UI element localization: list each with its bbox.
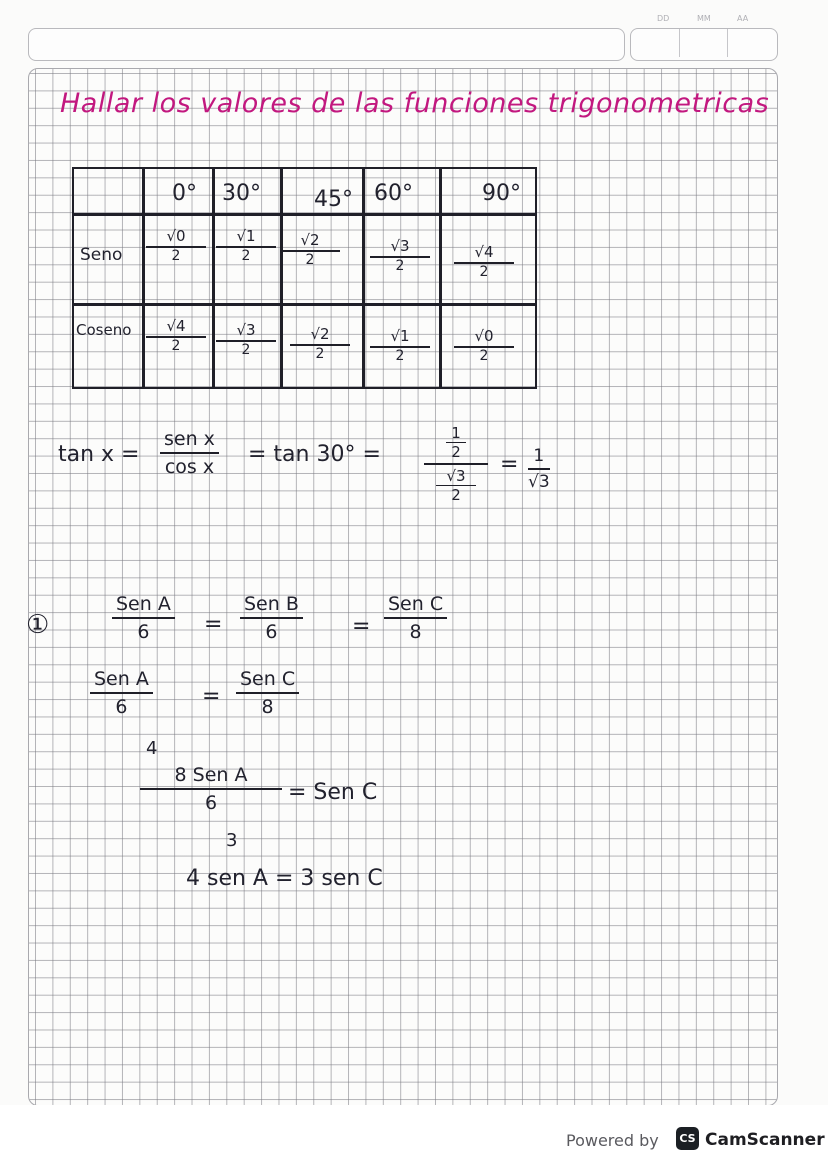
cell-num: √2: [290, 325, 350, 346]
sin-cell: [280, 231, 340, 268]
tan-ratio: [160, 428, 219, 478]
tan-outer-num-bottom: 2: [451, 443, 461, 461]
header-date-box: [630, 28, 778, 61]
cos-cell: [146, 317, 206, 354]
term-den: 6: [137, 621, 150, 643]
cell-den: 2: [395, 258, 405, 274]
cell-den: 2: [479, 264, 489, 280]
cell-den: 2: [315, 346, 325, 362]
table-col-line: [439, 169, 442, 387]
tan-middle: = tan 30° =: [248, 442, 381, 467]
term-num: Sen B: [240, 593, 303, 619]
tan-ratio-num: sen x: [160, 428, 219, 454]
cancel-bottom-value: 3: [226, 830, 238, 851]
table-col-line: [362, 169, 365, 387]
cell-num: √1: [216, 227, 276, 248]
cell-num: √0: [454, 327, 514, 348]
page-title: Hallar los valores de las funciones trigonometricas: [60, 88, 770, 119]
reduced-term: [236, 668, 299, 718]
term-num: Sen C: [236, 668, 299, 694]
term-den: 6: [115, 696, 128, 718]
cell-num: √4: [146, 317, 206, 338]
cell-num: √4: [454, 243, 514, 264]
angle-header-60: 60°: [374, 181, 413, 206]
cos-cell: [216, 321, 276, 358]
cell-num: √0: [146, 227, 206, 248]
problem-marker: ①: [26, 610, 50, 640]
cell-den: 2: [479, 348, 489, 364]
table-row-line: [74, 303, 535, 306]
header-name-box: [28, 28, 625, 61]
sin-cell: [370, 237, 430, 274]
cancel-top-value: 4: [146, 738, 158, 759]
angle-header-90: 90°: [482, 181, 521, 206]
cell-den: 2: [171, 248, 181, 264]
line3-rhs: = Sen C: [288, 780, 378, 805]
term-den: 8: [409, 621, 422, 643]
term-num: Sen A: [90, 668, 153, 694]
term-den: 6: [265, 621, 278, 643]
date-divider: [727, 29, 728, 57]
date-label-year: AA: [737, 14, 749, 23]
cell-num: √3: [370, 237, 430, 258]
tan-equals: =: [500, 452, 519, 477]
term-num: Sen A: [112, 593, 175, 619]
sin-cell: [454, 243, 514, 280]
term-num: 8 Sen A: [140, 764, 282, 790]
law-of-sines-term: [384, 593, 447, 643]
term-den: 6: [204, 792, 218, 814]
table-col-line: [212, 169, 215, 387]
date-label-day: DD: [657, 14, 670, 23]
cell-den: 2: [241, 248, 251, 264]
equals-sign: =: [204, 612, 223, 637]
date-label-month: MM: [697, 14, 711, 23]
equals-sign: =: [352, 614, 371, 639]
tan-outer-den-top: √3: [436, 467, 476, 486]
reduced-term: [90, 668, 153, 718]
footer: [0, 1105, 828, 1171]
angle-header-0: 0°: [172, 181, 197, 206]
tan-outer-den: [424, 465, 488, 504]
table-col-line: [280, 169, 283, 387]
table-col-line: [142, 169, 145, 387]
date-divider: [679, 29, 680, 57]
angle-header-45: 45°: [314, 187, 353, 212]
row-label-coseno: Coseno: [76, 321, 132, 339]
cos-cell: [454, 327, 514, 364]
sin-cell: [146, 227, 206, 264]
tan-outer-den-bottom: 2: [451, 486, 461, 504]
cell-num: √1: [370, 327, 430, 348]
powered-by-text: Powered by: [566, 1131, 659, 1150]
sin-cell: [216, 227, 276, 264]
cos-cell: [290, 325, 350, 362]
cell-num: √3: [216, 321, 276, 342]
table-row-line: [74, 213, 535, 216]
term-den: 8: [261, 696, 274, 718]
camscanner-name: CamScanner: [705, 1130, 825, 1150]
cell-den: 2: [241, 342, 251, 358]
tan-result-den: √3: [528, 472, 550, 492]
tan-ratio-den: cos x: [164, 456, 215, 478]
cell-num: √2: [280, 231, 340, 252]
tan-complex-frac: [424, 424, 488, 504]
law-of-sines-term: [240, 593, 303, 643]
trig-table: [72, 167, 537, 389]
equals-sign: =: [202, 684, 221, 709]
tan-result: [528, 446, 550, 492]
tan-outer-num: [424, 424, 488, 465]
cell-den: 2: [305, 252, 315, 268]
angle-header-30: 30°: [222, 181, 261, 206]
tan-outer-num-top: 1: [446, 424, 466, 443]
row-label-seno: Seno: [80, 245, 123, 265]
cross-multiply-term: [140, 764, 282, 814]
cos-cell: [370, 327, 430, 364]
cell-den: 2: [395, 348, 405, 364]
tan-lhs: tan x =: [58, 442, 140, 467]
term-num: Sen C: [384, 593, 447, 619]
cell-den: 2: [171, 338, 181, 354]
law-of-sines-term: [112, 593, 175, 643]
final-equation: 4 sen A = 3 sen C: [186, 866, 383, 891]
tan-result-num: 1: [528, 446, 550, 470]
camscanner-logo-icon: CS: [676, 1127, 699, 1150]
